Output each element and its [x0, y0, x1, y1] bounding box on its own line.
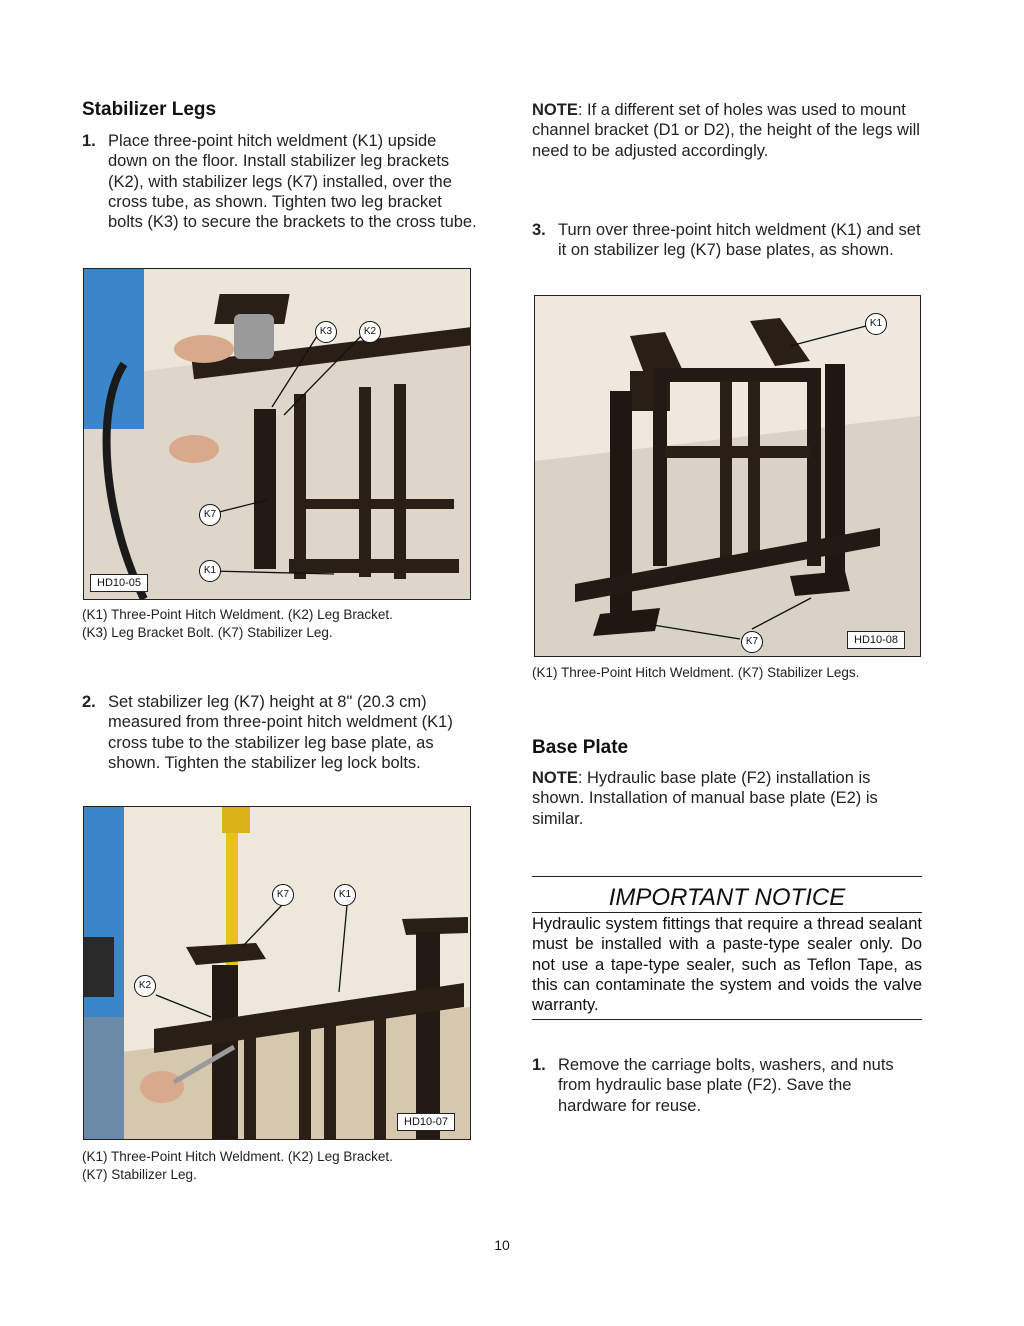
photo-hd10-08 — [534, 295, 921, 657]
step-text: Remove the carriage bolts, washers, and nuts from hydraulic base plate (F2). Save the hardware for reuse. — [558, 1056, 894, 1115]
note-text: : If a different set of holes was used to mount channel bracket (D1 or D2), the height of the legs will need to be adjusted accordingly. — [532, 101, 920, 160]
callout-k7: K7 — [272, 884, 294, 906]
step-text: Set stabilizer leg (K7) height at 8" (20.3 cm) measured from three-point hitch weldment (K1) cross tube to the stabilizer leg base plate, as shown. Tighten the stabilizer leg lock bolts. — [108, 693, 453, 772]
step-1-base-plate — [532, 1055, 924, 1116]
section-title-stabilizer-legs: Stabilizer Legs — [82, 99, 217, 120]
note-text: : Hydraulic base plate (F2) installation is shown. Installation of manual base plate (E2) is similar. — [532, 769, 878, 828]
step-text: Turn over three-point hitch weldment (K1) and set it on stabilizer leg (K7) base plates, as shown. — [558, 221, 921, 260]
photo-hd10-07 — [83, 806, 471, 1140]
section-title-base-plate: Base Plate — [532, 737, 629, 758]
note-channel-bracket — [532, 100, 924, 161]
notice-title: IMPORTANT NOTICE — [608, 884, 846, 911]
step-number: 1. — [532, 1056, 546, 1074]
photo-id-label: HD10-08 — [847, 631, 905, 649]
step-2-stabilizer — [82, 692, 477, 773]
step-text: Place three-point hitch weldment (K1) upside down on the floor. Install stabilizer leg brackets (K2), with stabilizer legs (K7) installed, over the cross tube, as shown. Tighten two leg bracket bolts (K3) to secure the brackets to the cross tube. — [108, 132, 477, 232]
callout-k7: K7 — [741, 631, 763, 653]
notice-top-rule — [532, 876, 922, 877]
caption-line: (K1) Three-Point Hitch Weldment. (K2) Leg Bracket. — [82, 607, 393, 622]
callout-k1: K1 — [865, 313, 887, 335]
photo-2-caption — [82, 1148, 482, 1184]
callout-k3: K3 — [315, 321, 337, 343]
page-number: 10 — [494, 1237, 510, 1253]
photo-illustration — [84, 807, 470, 1139]
photo-1-caption — [82, 606, 482, 642]
callout-k2: K2 — [134, 975, 156, 997]
callout-k1: K1 — [199, 560, 221, 582]
caption-line: (K1) Three-Point Hitch Weldment. (K2) Leg Bracket. — [82, 1149, 393, 1164]
note-base-plate — [532, 768, 924, 829]
photo-3-caption: (K1) Three-Point Hitch Weldment. (K7) Stabilizer Legs. — [532, 665, 860, 680]
photo-hd10-05 — [83, 268, 471, 600]
step-number: 3. — [532, 221, 546, 239]
photo-id-label: HD10-05 — [90, 574, 148, 592]
caption-line: (K3) Leg Bracket Bolt. (K7) Stabilizer Leg. — [82, 625, 333, 640]
notice-bottom-rule — [532, 1019, 922, 1020]
callout-k7: K7 — [199, 504, 221, 526]
photo-illustration — [535, 296, 920, 656]
notice-body: Hydraulic system fittings that require a thread sealant must be installed with a paste-type sealer only. Do not use a tape-type sealer, such as Teflon Tape, as this can contaminate the system and voids the valve warranty. — [532, 915, 922, 1015]
photo-illustration — [84, 269, 470, 599]
step-1-stabilizer — [82, 131, 477, 232]
photo-id-label: HD10-07 — [397, 1113, 455, 1131]
notice-title-rule — [532, 912, 922, 913]
step-number: 2. — [82, 693, 96, 711]
step-3-stabilizer — [532, 220, 924, 261]
caption-line: (K7) Stabilizer Leg. — [82, 1167, 197, 1182]
note-label: NOTE — [532, 101, 578, 119]
note-label: NOTE — [532, 769, 578, 787]
step-number: 1. — [82, 132, 96, 150]
callout-k1: K1 — [334, 884, 356, 906]
callout-k2: K2 — [359, 321, 381, 343]
